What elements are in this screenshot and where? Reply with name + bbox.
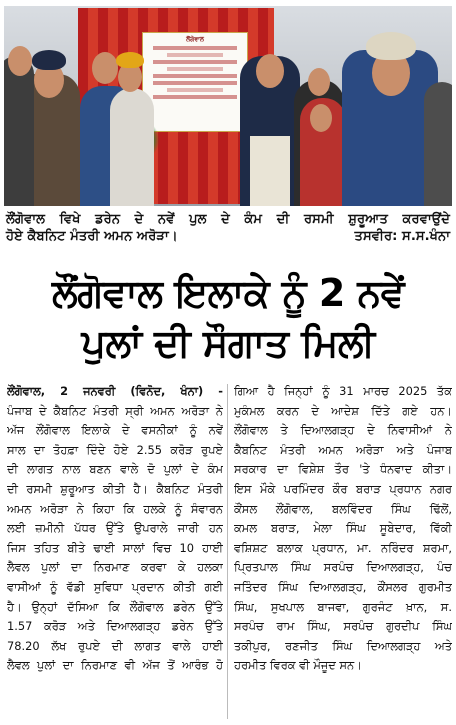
body-line: ਤਕੀਪੁਰ, ਰਣਜੀਤ ਸਿੰਘ ਦਿਆਲਗੜ੍ਹ ਅਤੇ	[234, 638, 452, 653]
body-line: ਇਸ ਮੌਕੇ ਪਰਮਿੰਦਰ ਕੌਰ ਬਰਾੜ ਪ੍ਰਧਾਨ ਨਗਰ	[234, 481, 452, 496]
body-line: 78.20 ਲੱਖ ਰੁਪਏ ਦੀ ਲਾਗਤ ਵਾਲੇ ਹਾਈ	[7, 638, 223, 653]
article-column-left	[7, 382, 223, 676]
person-yellow-turban	[110, 88, 154, 206]
dateline: ਲੌਂਗੋਵਾਲ, 2 ਜਨਵਰੀ (ਵਿਨੋਦ, ਖੰਨਾ) -	[7, 384, 223, 398]
body-line: ਵਸ਼ਿਸ਼ਟ ਬਲਾਕ ਪ੍ਰਧਾਨ, ਮਾ. ਨਰਿੰਦਰ ਸ਼ਰਮਾ,	[234, 540, 452, 555]
photo-credit: ਤਸਵੀਰ: ਸ.ਸ.ਖੰਨਾ	[354, 229, 450, 244]
body-line: ਦੀ ਰਸਮੀ ਸ਼ੁਰੂਆਤ ਕੀਤੀ ਹੈ। ਕੈਬਨਿਟ ਮੰਤਰੀ	[7, 481, 223, 496]
headline	[0, 268, 456, 368]
person-far-right	[424, 82, 452, 206]
body-line: 1.57 ਕਰੋੜ ਅਤੇ ਦਿਆਲਗੜ੍ਹ ਡਰੇਨ ਉੱਤੇ	[7, 619, 223, 634]
photo-caption-text: ਹੋਏ ਕੈਬਨਿਟ ਮੰਤਰੀ ਅਮਨ ਅਰੋੜਾ।	[6, 229, 178, 244]
body-line: ਲਈ ਜ਼ਮੀਨੀ ਪੱਧਰ ਉੱਤੇ ਉਪਰਾਲੇ ਜਾਰੀ ਹਨ	[7, 521, 223, 536]
body-line: ਸਰਕਾਰ ਦਾ ਵਿਸ਼ੇਸ਼ ਤੌਰ 'ਤੇ ਧੰਨਵਾਦ ਕੀਤਾ।	[234, 462, 452, 477]
body-line: ਜਤਿੰਦਰ ਸਿੰਘ ਦਿਆਲਗੜ੍ਹ, ਕੌਂਸਲਰ ਗੁਰਮੀਤ	[234, 579, 452, 594]
body-line: ਅਮਨ ਅਰੋੜਾ ਨੇ ਕਿਹਾ ਕਿ ਹਲਕੇ ਨੂੰ ਸੰਵਾਰਨ	[7, 501, 223, 516]
body-line: ਹਰਮੀਤ ਵਿਰਕ ਵੀ ਮੌਜੂਦ ਸਨ।	[234, 658, 362, 673]
person-left-2	[4, 56, 34, 206]
photo-caption-line-1: ਲੌਂਗੋਵਾਲ ਵਿਖੇ ਡਰੇਨ ਦੇ ਨਵੇਂ ਪੁਲ ਦੇ ਕੰਮ ਦੀ ਰਸਮੀ ਸ਼ੁਰੂਆਤ ਕਰਵਾਉਂਦੇ	[6, 212, 450, 227]
news-photo	[4, 6, 452, 206]
plaque-heading: ਲੌਂਗੋਵਾਲ	[186, 36, 204, 43]
body-line: ਸਿੰਘ, ਸੁਖਪਾਲ ਬਾਜਵਾ, ਗੁਰਜੰਟ ਖ਼ਾਨ, ਸ.	[234, 599, 452, 614]
body-line: ਦੀ ਲਾਗਤ ਨਾਲ ਬਣਨ ਵਾਲੇ ਦੋ ਪੁਲਾਂ ਦੇ ਕੰਮ	[7, 462, 223, 477]
body-line: ਪੰਜਾਬ ਦੇ ਕੈਬਨਿਟ ਮੰਤਰੀ ਸ੍ਰੀ ਅਮਨ ਅਰੋੜਾ ਨੇ	[7, 403, 223, 418]
foundation-stone-plaque	[142, 32, 248, 132]
body-line: ਕਮਲ ਬਰਾੜ, ਮੇਲਾ ਸਿੰਘ ਸੂਬੇਦਾਰ, ਵਿੱਕੀ	[234, 521, 452, 536]
body-line: ਕੈਬਨਿਟ ਮੰਤਰੀ ਅਮਨ ਅਰੋੜਾ ਅਤੇ ਪੰਜਾਬ	[234, 442, 452, 457]
body-line: ਮੁਕੰਮਲ ਕਰਨ ਦੇ ਆਦੇਸ਼ ਦਿੱਤੇ ਗਏ ਹਨ।	[234, 403, 452, 418]
body-line: ਕੌਂਸਲ ਲੌਂਗੋਵਾਲ, ਬਲਵਿੰਦਰ ਸਿੰਘ ਢਿੱਲੋਂ,	[234, 501, 452, 516]
headline-line-2: ਪੁਲਾਂ ਦੀ ਸੌਗਾਤ ਮਿਲੀ	[81, 321, 375, 365]
body-line: ਲੌਂਗੋਵਾਲ ਤੇ ਦਿਆਲਗੜ੍ਹ ਦੇ ਨਿਵਾਸੀਆਂ ਨੇ	[234, 423, 452, 438]
body-line: ਸਰਪੰਚ ਰਾਮ ਸਿੰਘ, ਸਰਪੰਚ ਗੁਰਦੀਪ ਸਿੰਘ	[234, 619, 452, 634]
body-line: ਪ੍ਰਿਤਪਾਲ ਸਿੰਘ ਸਰਪੰਚ ਦਿਆਲਗੜ੍ਹ, ਪੰਚ	[234, 560, 452, 575]
body-line: ਹੈ। ਉਨ੍ਹਾਂ ਦੱਸਿਆ ਕਿ ਲੌਂਗੋਵਾਲ ਡਰੇਨ ਉੱਤੇ	[7, 599, 223, 614]
body-line: ਅੱਜ ਲੌਂਗੋਵਾਲ ਇਲਾਕੇ ਦੇ ਵਸਨੀਕਾਂ ਨੂੰ ਨਵੇਂ	[7, 423, 223, 438]
body-line: ਗਿਆ ਹੈ ਜਿਨ੍ਹਾਂ ਨੂੰ 31 ਮਾਰਚ 2025 ਤੱਕ	[234, 384, 452, 398]
body-line: ਲੈਵਲ ਪੁਲਾਂ ਦਾ ਨਿਰਮਾਣ ਕਰਵਾ ਕੇ ਹਲਕਾ	[7, 560, 223, 575]
body-line: ਸਾਲ ਦਾ ਤੋਹਫ਼ਾ ਦਿੰਦੇ ਹੋਏ 2.55 ਕਰੋੜ ਰੁਪਏ	[7, 442, 223, 457]
body-line: ਵਾਸੀਆਂ ਨੂੰ ਵੱਡੀ ਸੁਵਿਧਾ ਪ੍ਰਦਾਨ ਕੀਤੀ ਗਈ	[7, 579, 223, 594]
column-divider	[227, 384, 228, 719]
headline-line-1: ਲੌਂਗੋਵਾਲ ਇਲਾਕੇ ਨੂੰ 2 ਨਵੇਂ	[51, 271, 405, 315]
article-column-right	[234, 382, 452, 676]
body-line: ਲੈਵਲ ਪੁਲਾਂ ਦਾ ਨਿਰਮਾਣ ਵੀ ਅੱਜ ਤੋਂ ਆਰੰਭ ਹੋ	[7, 658, 223, 673]
photo-caption-line-2	[6, 228, 450, 245]
body-line: ਜਿਸ ਤਹਿਤ ਬੀਤੇ ਢਾਈ ਸਾਲਾਂ ਵਿਚ 10 ਹਾਈ	[7, 540, 223, 555]
